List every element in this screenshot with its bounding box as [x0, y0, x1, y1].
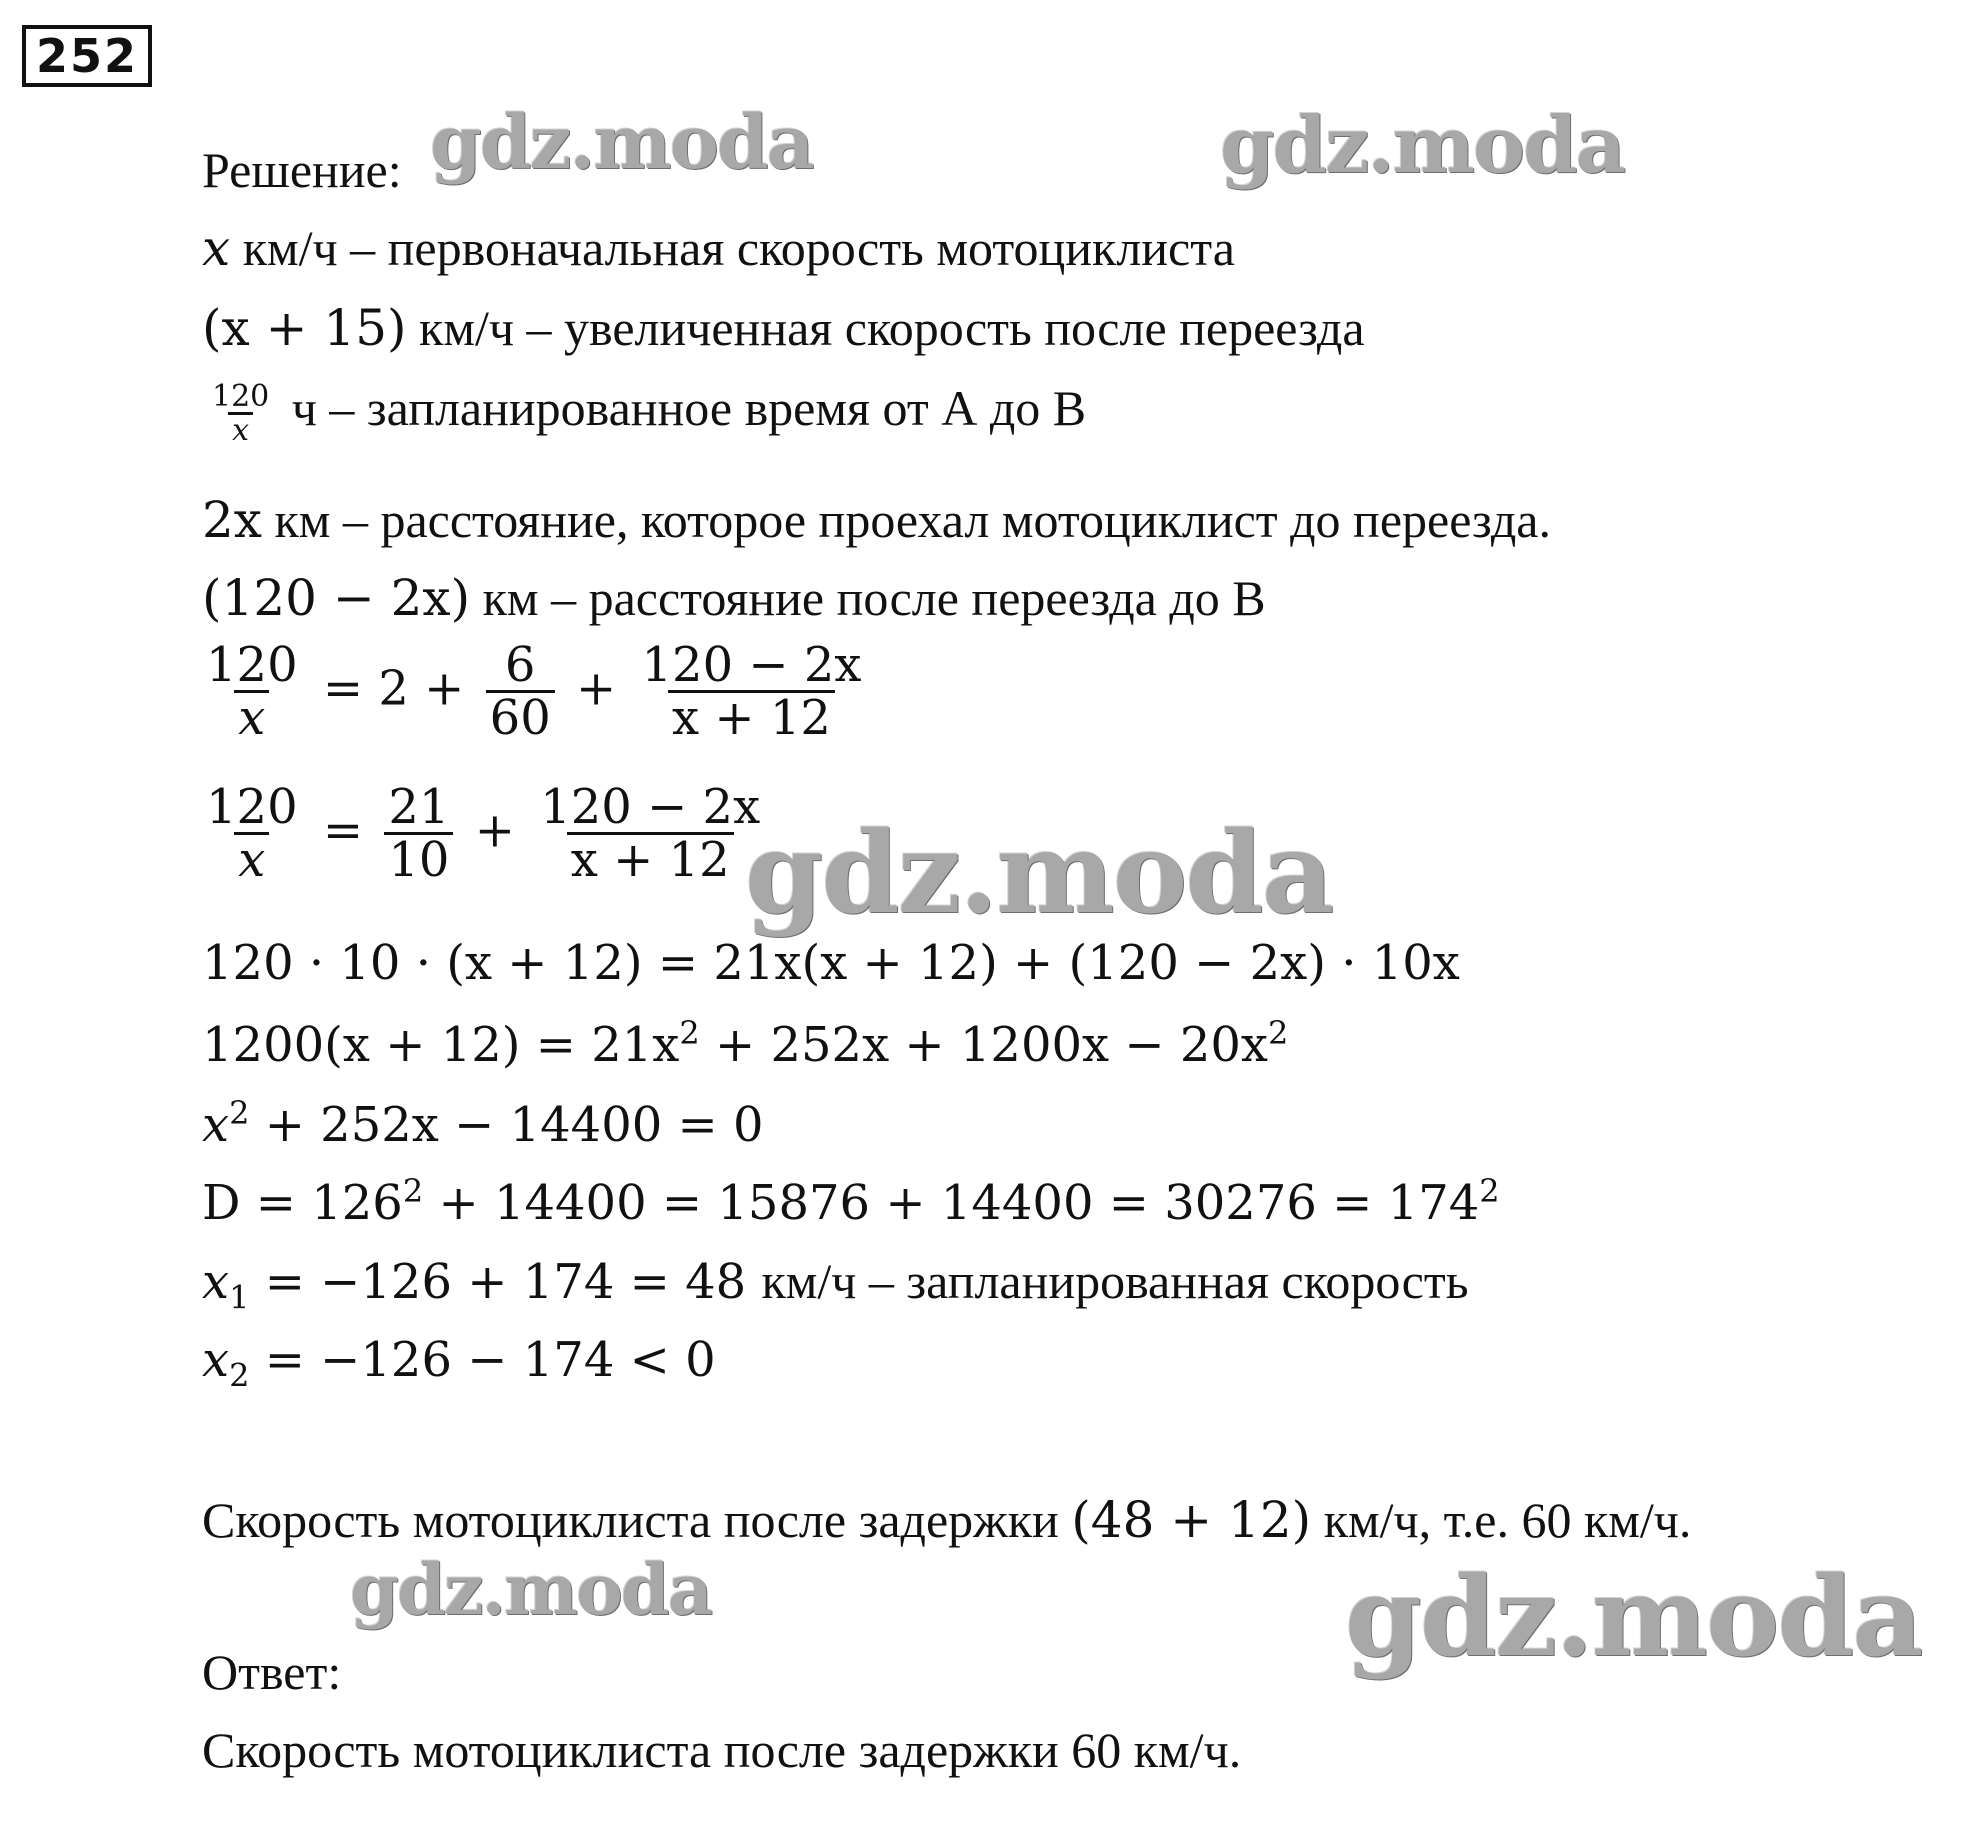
root-x1: $x_1 = -126 + 174 = 48$ км/ч – запланированная скорость — [202, 1253, 1469, 1317]
watermark: gdz.moda — [430, 100, 813, 186]
answer-text: Скорость мотоциклиста после задержки 60 км/ч. — [202, 1722, 1242, 1778]
solution-label: Решение: — [202, 142, 402, 198]
definition-line-1: x км/ч – первоначальная скорость мотоциклиста — [202, 219, 1235, 277]
watermark: gdz.moda — [1220, 100, 1625, 191]
definition-line-5: (120 − 2x) км – расстояние после переезда до В — [202, 569, 1266, 627]
root-x2: $x_2 = -126 - 174 < 0$ — [202, 1332, 716, 1395]
definition-line-4: 2x км – расстояние, которое проехал мотоциклист до переезда. — [202, 491, 1551, 549]
equation-4: $1200(x + 12) = 21x^2 + 252x + 1200x - 20x^2$ — [202, 1014, 1289, 1073]
answer-label: Ответ: — [202, 1644, 342, 1700]
equation-2: $\frac{120}{x}$ = $\frac{21}{10}$ + $\frac{120 - 2x}{x + 12}$ — [206, 779, 761, 889]
watermark: gdz.moda — [350, 1548, 712, 1631]
equation-5: $x^2 + 252x - 14400 = 0$ — [202, 1094, 764, 1153]
definition-line-2: (x + 15) км/ч – увеличенная скорость после переезда — [202, 299, 1365, 357]
fraction-120-over-x: $\frac{120}{x}$ — [212, 378, 270, 449]
equation-1: $\frac{120}{x}$ = 2 + $\frac{6}{60}$ + $\frac{120 - 2x}{x + 12}$ — [206, 637, 862, 747]
watermark: gdz.moda — [745, 808, 1333, 939]
equation-3: 120 · 10 · (x + 12) = 21x(x + 12) + (120 − 2x) · 10x — [202, 935, 1460, 991]
conclusion-line: Скорость мотоциклиста после задержки (48 + 12) км/ч, т.е. 60 км/ч. — [202, 1491, 1692, 1549]
definition-line-3: $\frac{120}{x}$ ч – запланированное время от А до В — [202, 378, 1086, 447]
watermark: gdz.moda — [1345, 1552, 1922, 1681]
discriminant-equation: $D = 126^2 + 14400 = 15876 + 14400 = 30276 = 174^2$ — [202, 1172, 1500, 1231]
problem-number: 252 — [22, 25, 152, 87]
